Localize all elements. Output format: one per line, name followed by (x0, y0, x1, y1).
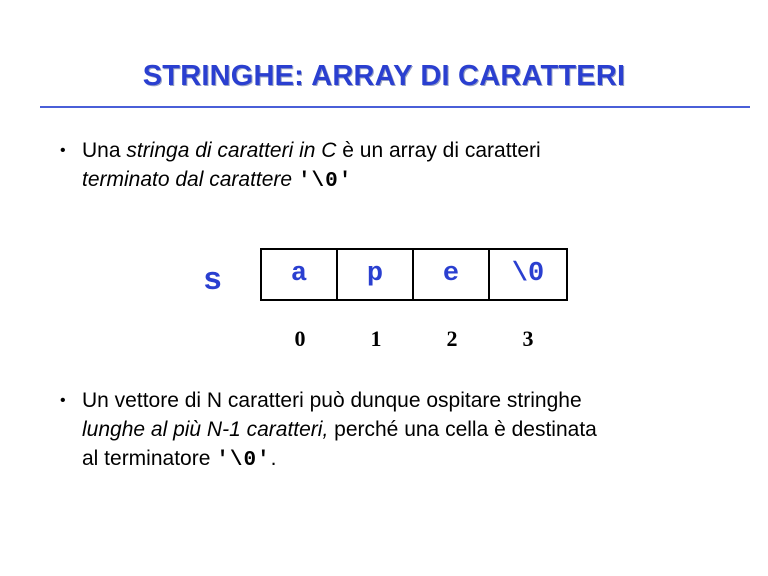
bullet-1-part: è un array di caratteri (336, 139, 541, 162)
array-cell: p (338, 250, 414, 299)
array-cell: a (262, 250, 338, 299)
bullet-2-italic: lunghe al più N-1 caratteri, (82, 418, 329, 441)
array-index: 1 (370, 326, 382, 351)
array-cell: e (414, 250, 490, 299)
bullet-1-text (82, 136, 742, 196)
bullet-2-text (82, 386, 742, 475)
slide-title: STRINGHE: ARRAY DI CARATTERI (142, 60, 626, 92)
bullet-2-part: Un vettore di N caratteri può dunque ospitare stringhe (82, 389, 582, 412)
terminator-code: '\0' (216, 449, 271, 472)
bullet-marker: • (60, 392, 66, 409)
array-cell: \0 (511, 259, 545, 289)
bullet-1-italic: stringa di caratteri in C (126, 139, 337, 162)
bullet-2-part: perché una cella è destinata (328, 418, 597, 441)
array-index: 3 (522, 326, 534, 351)
array-index: 0 (294, 326, 306, 351)
array-variable-name: s (203, 262, 223, 299)
char-array (260, 248, 568, 301)
bullet-2-part: . (270, 447, 277, 470)
bullet-1-part: Una (82, 139, 127, 162)
bullet-2-part: al terminatore (82, 447, 217, 470)
terminator-code: '\0' (297, 170, 353, 193)
array-index: 2 (446, 326, 458, 351)
bullet-marker: • (60, 142, 66, 159)
title-divider (40, 106, 750, 108)
bullet-1-italic: terminato dal carattere (82, 168, 293, 191)
